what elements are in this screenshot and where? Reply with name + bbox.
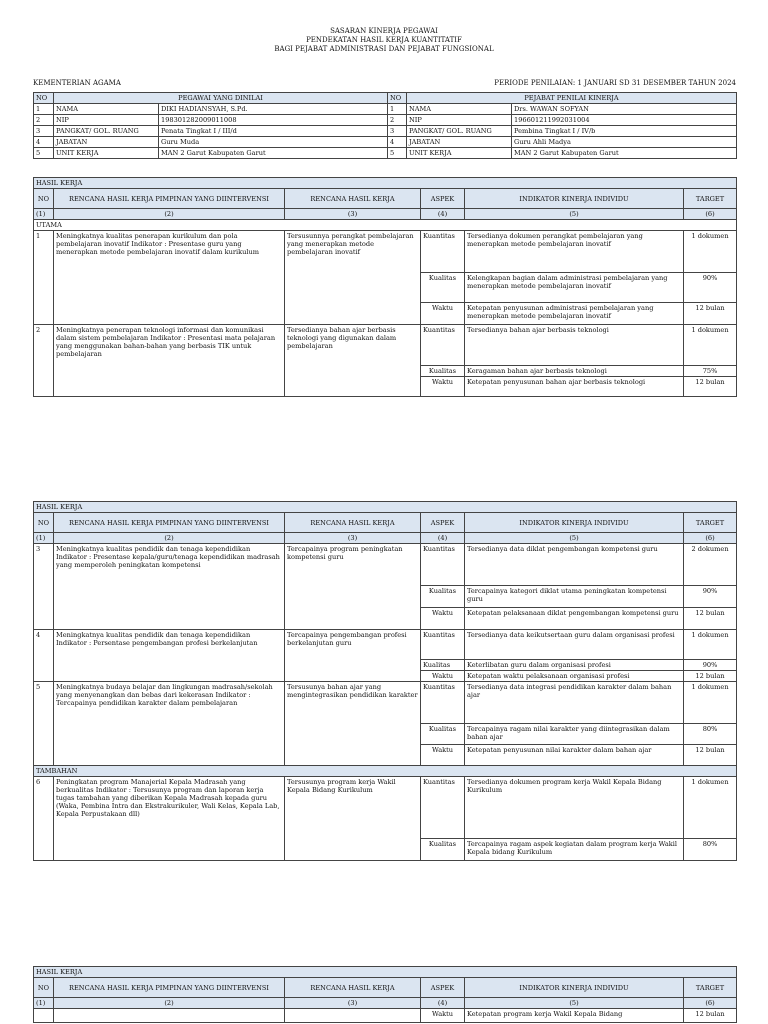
- col-number: (5): [465, 998, 684, 1009]
- item-aspek: Kualitas: [421, 660, 465, 671]
- no-header: NO: [388, 93, 407, 104]
- table-row: [34, 231, 737, 273]
- item-pimpinan: Peningkatan program Manajerial Kepala Madrasah yang berkualitas Indikator : Tersusunya program dan laporan kerja tugas tambahan yang diberikan Kepala Madrasah kepada guru (Waka, Pembina Intra dan Ekstrakurikuler, Wali Kelas, Kepala Lab, Kepala Perpustakaan dll): [54, 777, 285, 861]
- col-target: TARGET: [684, 978, 737, 998]
- item-indikator: Tersedianya dokumen perangkat pembelajaran yang menerapkan metode pembelajaran inovatif: [465, 231, 684, 273]
- penilai-value: MAN 2 Garut Kabupaten Garut: [512, 148, 737, 159]
- item-pimpinan: Meningkatnya kualitas pendidik dan tenaga kependidikan Indikator : Presentase kepala/guru/tenaga kependidikan madrasah yang memperoleh peningkatan kompetensi: [54, 544, 285, 630]
- item-pimpinan: Meningkatnya budaya belajar dan lingkungan madrasah/sekolah yang menyenangkan dan bebas dari kekerasan Indikator : Tercapainya pendidikan karakter dalam pembelajaran: [54, 682, 285, 766]
- item-rencana: Tersedianya bahan ajar berbasis teknologi yang digunakan dalam pembelajaran: [285, 325, 421, 397]
- row-no: 2: [34, 115, 54, 126]
- item-rencana: Tersusunnya perangkat pembelajaran yang menerapkan metode pembelajaran inovatif: [285, 231, 421, 325]
- doc-title-line1: SASARAN KINERJA PEGAWAI: [330, 27, 438, 35]
- item-aspek: Kuantitas: [421, 544, 465, 586]
- section-tambahan: TAMBAHAN: [34, 766, 737, 777]
- row-no: 2: [388, 115, 407, 126]
- item-indikator: Tercapainya ragam aspek kegiatan dalam program kerja Wakil Kepala bidang Kurikulum: [465, 839, 684, 861]
- item-target: 90%: [684, 660, 737, 671]
- col-rencana: RENCANA HASIL KERJA: [285, 513, 421, 533]
- col-target: TARGET: [684, 189, 737, 209]
- item-aspek: Kuantitas: [421, 630, 465, 660]
- col-rencana-pimpinan: RENCANA HASIL KERJA PIMPINAN YANG DIINTERVENSI: [54, 189, 285, 209]
- item-target: 2 dokumen: [684, 544, 737, 586]
- pegawai-dinilai-header: PEGAWAI YANG DINILAI: [54, 93, 388, 104]
- pegawai-table: [33, 92, 737, 159]
- item-aspek: Kualitas: [421, 586, 465, 608]
- doc-title-line3: BAGI PEJABAT ADMINISTRASI DAN PEJABAT FUNGSIONAL: [274, 45, 494, 53]
- item-rencana: Tersusunya program kerja Wakil Kepala Bidang Kurikulum: [285, 777, 421, 861]
- row-no: 3: [388, 126, 407, 137]
- col-indikator: INDIKATOR KINERJA INDIVIDU: [465, 978, 684, 998]
- item-no: 3: [34, 544, 54, 630]
- pegawai-value: Penata Tingkat I / III/d: [159, 126, 388, 137]
- col-indikator: INDIKATOR KINERJA INDIVIDU: [465, 189, 684, 209]
- item-target: 12 bulan: [684, 1009, 737, 1023]
- table-row: [34, 544, 737, 586]
- item-aspek: Waktu: [421, 377, 465, 397]
- hasil-kerja-table-3: [33, 966, 737, 1023]
- item-target: 1 dokumen: [684, 325, 737, 366]
- row-label: NAMA: [407, 104, 512, 115]
- item-indikator: Ketepatan penyusunan administrasi pembelajaran yang menerapkan metode pembelajaran inovatif: [465, 303, 684, 325]
- col-number: (4): [421, 533, 465, 544]
- item-indikator: Keragaman bahan ajar berbasis teknologi: [465, 366, 684, 377]
- pegawai-value: MAN 2 Garut Kabupaten Garut: [159, 148, 388, 159]
- item-indikator: Keterlibatan guru dalam organisasi profesi: [465, 660, 684, 671]
- item-target: 1 dokumen: [684, 630, 737, 660]
- item-pimpinan: Meningkatnya kualitas penerapan kurikulum dan pola pembelajaran inovatif Indikator : Presentase guru yang menerapkan metode pembelajaran inovatif dalam kurikulum: [54, 231, 285, 325]
- penilai-value: Guru Ahli Madya: [512, 137, 737, 148]
- item-no: 6: [34, 777, 54, 861]
- item-no: 5: [34, 682, 54, 766]
- col-no: NO: [34, 189, 54, 209]
- item-indikator: Ketepatan waktu pelaksanaan organisasi profesi: [465, 671, 684, 682]
- col-aspek: ASPEK: [421, 978, 465, 998]
- row-no: 4: [34, 137, 54, 148]
- item-indikator: Tersedianya data diklat pengembangan kompetensi guru: [465, 544, 684, 586]
- row-label: JABATAN: [407, 137, 512, 148]
- row-label: UNIT KERJA: [407, 148, 512, 159]
- item-aspek: Kuantitas: [421, 682, 465, 724]
- col-number: (6): [684, 209, 737, 220]
- item-indikator: Tercapainya ragam nilai karakter yang diintegrasikan dalam bahan ajar: [465, 724, 684, 745]
- penilai-value: 196601211992031004: [512, 115, 737, 126]
- row-label: UNIT KERJA: [54, 148, 159, 159]
- item-target: 12 bulan: [684, 745, 737, 766]
- item-target: 12 bulan: [684, 377, 737, 397]
- item-aspek: Kualitas: [421, 839, 465, 861]
- col-aspek: ASPEK: [421, 513, 465, 533]
- col-number: (5): [465, 209, 684, 220]
- item-aspek: Kuantitas: [421, 231, 465, 273]
- item-target: 75%: [684, 366, 737, 377]
- col-rencana: RENCANA HASIL KERJA: [285, 189, 421, 209]
- item-no: 1: [34, 231, 54, 325]
- pegawai-row: [34, 126, 737, 137]
- col-number: (2): [54, 209, 285, 220]
- col-no: NO: [34, 978, 54, 998]
- row-no: 4: [388, 137, 407, 148]
- item-no: 2: [34, 325, 54, 397]
- col-number: (1): [34, 533, 54, 544]
- col-number: (1): [34, 998, 54, 1009]
- hasil-kerja-table-2: [33, 501, 737, 861]
- item-target: 90%: [684, 586, 737, 608]
- item-target: 1 dokumen: [684, 777, 737, 839]
- item-rencana: [285, 1009, 421, 1023]
- item-no: [34, 1009, 54, 1023]
- col-number: (3): [285, 209, 421, 220]
- col-rencana-pimpinan: RENCANA HASIL KERJA PIMPINAN YANG DIINTERVENSI: [54, 513, 285, 533]
- row-no: 3: [34, 126, 54, 137]
- col-target: TARGET: [684, 513, 737, 533]
- item-aspek: Waktu: [421, 303, 465, 325]
- item-indikator: Ketepatan program kerja Wakil Kepala Bidang: [465, 1009, 684, 1023]
- penilai-value: Drs. WAWAN SOFYAN: [512, 104, 737, 115]
- item-aspek: Waktu: [421, 671, 465, 682]
- penilai-value: Pembina Tingkat I / IV/b: [512, 126, 737, 137]
- col-number: (1): [34, 209, 54, 220]
- row-no: 1: [388, 104, 407, 115]
- table-row: [34, 630, 737, 660]
- pejabat-penilai-header: PEJABAT PENILAI KINERJA: [407, 93, 737, 104]
- item-rencana: Tersusunya bahan ajar yang mengintegrasikan pendidikan karakter: [285, 682, 421, 766]
- item-aspek: Kuantitas: [421, 325, 465, 366]
- item-target: 12 bulan: [684, 303, 737, 325]
- col-number: (5): [465, 533, 684, 544]
- row-label: NIP: [54, 115, 159, 126]
- item-aspek: Waktu: [421, 1009, 465, 1023]
- pegawai-value: Guru Muda: [159, 137, 388, 148]
- item-indikator: Tersedianya data integrasi pendidikan karakter dalam bahan ajar: [465, 682, 684, 724]
- table-row: [34, 1009, 737, 1023]
- item-aspek: Kualitas: [421, 273, 465, 303]
- pegawai-value: 198301282009011008: [159, 115, 388, 126]
- item-rencana: Tercapainya pengembangan profesi berkelanjutan guru: [285, 630, 421, 682]
- item-pimpinan: [54, 1009, 285, 1023]
- row-label: PANGKAT/ GOL. RUANG: [407, 126, 512, 137]
- item-aspek: Kualitas: [421, 724, 465, 745]
- table-row: [34, 325, 737, 366]
- row-label: JABATAN: [54, 137, 159, 148]
- item-aspek: Waktu: [421, 745, 465, 766]
- item-aspek: Kuantitas: [421, 777, 465, 839]
- item-target: 90%: [684, 273, 737, 303]
- item-rencana: Tercapainya program peningkatan kompetensi guru: [285, 544, 421, 630]
- row-no: 5: [34, 148, 54, 159]
- item-indikator: Kelengkapan bagian dalam administrasi pembelajaran yang menerapkan metode pembelajaran inovatif: [465, 273, 684, 303]
- col-indikator: INDIKATOR KINERJA INDIVIDU: [465, 513, 684, 533]
- doc-title-line2: PENDEKATAN HASIL KERJA KUANTITATIF: [306, 36, 462, 44]
- section-utama: UTAMA: [34, 220, 737, 231]
- item-indikator: Tersedianya data keikutsertaan guru dalam organisasi profesi: [465, 630, 684, 660]
- item-target: 80%: [684, 839, 737, 861]
- item-pimpinan: Meningkatnya penerapan teknologi informasi dan komunikasi dalam sistem pembelajaran Indikator : Presentasi mata pelajaran yang menggunakan bahan-bahan yang berbasis TIK untuk pembelajaran: [54, 325, 285, 397]
- item-target: 1 dokumen: [684, 682, 737, 724]
- row-label: NIP: [407, 115, 512, 126]
- item-target: 12 bulan: [684, 671, 737, 682]
- item-target: 80%: [684, 724, 737, 745]
- item-target: 12 bulan: [684, 608, 737, 630]
- col-number: (6): [684, 533, 737, 544]
- period-label: PERIODE PENILAIAN: 1 JANUARI SD 31 DESEMBER TAHUN 2024: [494, 79, 736, 87]
- item-indikator: Tersedianya bahan ajar berbasis teknologi: [465, 325, 684, 366]
- row-no: 5: [388, 148, 407, 159]
- item-no: 4: [34, 630, 54, 682]
- item-aspek: Kualitas: [421, 366, 465, 377]
- row-no: 1: [34, 104, 54, 115]
- row-label: NAMA: [54, 104, 159, 115]
- col-number: (3): [285, 998, 421, 1009]
- section-hasil-kerja: HASIL KERJA: [34, 178, 737, 189]
- col-number: (4): [421, 209, 465, 220]
- pegawai-value: DIKI HADIANSYAH, S.Pd.: [159, 104, 388, 115]
- pegawai-row: [34, 104, 737, 115]
- col-number: (4): [421, 998, 465, 1009]
- section-hasil-kerja: HASIL KERJA: [34, 967, 737, 978]
- item-pimpinan: Meningkatnya kualitas pendidik dan tenaga kependidikan Indikator : Persentase pengembangan profesi berkelanjutan: [54, 630, 285, 682]
- item-aspek: Waktu: [421, 608, 465, 630]
- pegawai-row: [34, 137, 737, 148]
- col-rencana: RENCANA HASIL KERJA: [285, 978, 421, 998]
- pegawai-row: [34, 148, 737, 159]
- pegawai-row: [34, 115, 737, 126]
- table-row: [34, 682, 737, 724]
- agency-label: KEMENTERIAN AGAMA: [33, 79, 121, 87]
- item-target: 1 dokumen: [684, 231, 737, 273]
- col-number: (6): [684, 998, 737, 1009]
- item-indikator: Tercapainya kategori diklat utama peningkatan kompetensi guru: [465, 586, 684, 608]
- col-no: NO: [34, 513, 54, 533]
- col-number: (3): [285, 533, 421, 544]
- item-indikator: Ketepatan pelaksanaan diklat pengembangan kompetensi guru: [465, 608, 684, 630]
- hasil-kerja-table-1: [33, 177, 737, 397]
- col-number: (2): [54, 533, 285, 544]
- no-header: NO: [34, 93, 54, 104]
- row-label: PANGKAT/ GOL. RUANG: [54, 126, 159, 137]
- col-rencana-pimpinan: RENCANA HASIL KERJA PIMPINAN YANG DIINTERVENSI: [54, 978, 285, 998]
- section-hasil-kerja: HASIL KERJA: [34, 502, 737, 513]
- table-row: [34, 777, 737, 839]
- item-indikator: Ketepatan penyusunan nilai karakter dalam bahan ajar: [465, 745, 684, 766]
- item-indikator: Ketepatan penyusunan bahan ajar berbasis teknologi: [465, 377, 684, 397]
- item-indikator: Tersedianya dokumen program kerja Wakil Kepala Bidang Kurikulum: [465, 777, 684, 839]
- col-number: (2): [54, 998, 285, 1009]
- col-aspek: ASPEK: [421, 189, 465, 209]
